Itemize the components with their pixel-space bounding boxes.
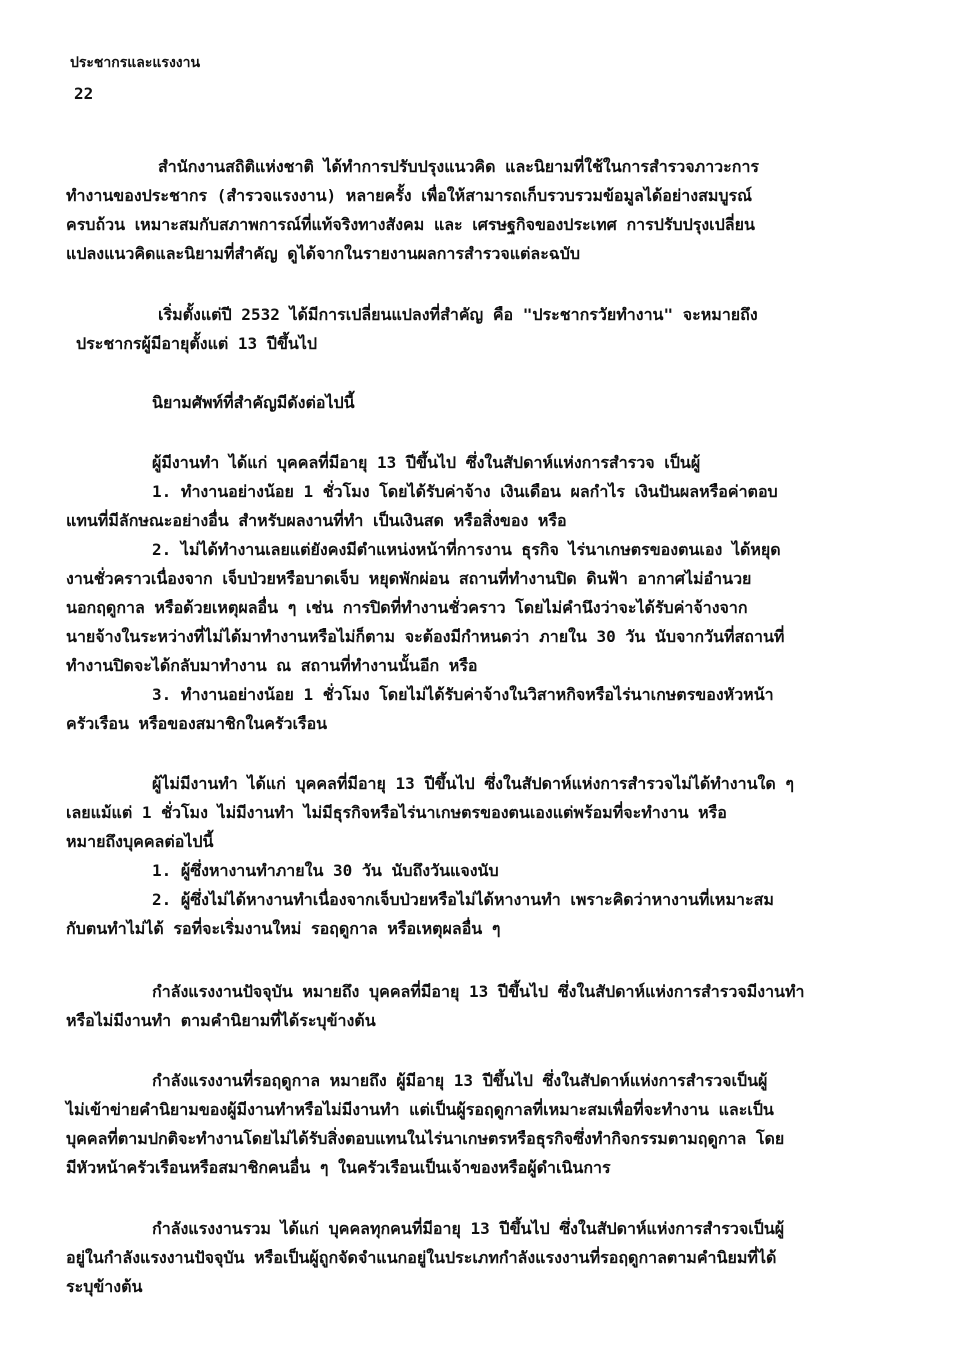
employed-line: 1. ทำงานอย่างน้อย 1 ชั่วโมง โดยได้รับค่าจ้าง เงินเดือน ผลกำไร เงินปันผลหรือค่าตอบ <box>152 482 778 501</box>
intro-line: ครบถ้วน เหมาะสมกับสภาพการณ์ที่แท้จริงทางสังคม และ เศรษฐกิจของประเทศ การปรับปรุงเปลี่ยน <box>66 215 755 234</box>
seasonal-labor-force-definition-line <box>152 1070 767 1092</box>
unemployed-line: 1. ผู้ซึ่งหางานทำภายใน 30 วัน นับถึงวันแจงนับ <box>152 861 499 880</box>
page-number: 22 <box>74 84 94 103</box>
seasonal-labor-force-line: บุคคลที่ตามปกติจะทำงานโดยไม่ได้รับสิ่งตอบแทนในไร่นาเกษตรหรือธุรกิจซึ่งทำกิจกรรมตามฤดูกาล โดย <box>66 1129 785 1148</box>
total-labor-force-definition-line <box>152 1218 784 1240</box>
intro-line: สำนักงานสถิติแห่งชาติ ได้ทำการปรับปรุงแนวคิด และนิยามที่ใช้ในการสำรวจภาวะการ <box>158 157 760 176</box>
unemployed-intro: ได้แก่ บุคคลที่มีอายุ 13 ปีขึ้นไป ซึ่งในสัปดาห์แห่งการสำรวจไม่ได้ทำงานใด ๆ <box>237 774 794 793</box>
employed-line: 3. ทำงานอย่างน้อย 1 ชั่วโมง โดยไม่ได้รับค่าจ้างในวิสาหกิจหรือไร่นาเกษตรของหัวหน้า <box>152 685 774 704</box>
total-labor-force-term: กำลังแรงงานรวม <box>152 1219 271 1238</box>
total-labor-force-line: อยู่ในกำลังแรงงานปัจจุบัน หรือเป็นผู้ถูกจัดจำแนกอยู่ในประเภทกำลังแรงงานที่รอฤดูกาลตามคำนิยมที่ได้ <box>66 1248 777 1267</box>
employed-line: 2. ไม่ได้ทำงานเลยแต่ยังคงมีตำแหน่งหน้าที่การงาน ธุรกิจ ไร่นาเกษตรของตนเอง ได้หยุด <box>152 540 781 559</box>
employed-line: งานชั่วคราวเนื่องจาก เจ็บป่วยหรือบาดเจ็บ หยุดพักผ่อน สถานที่ทำงานปิด ดินฟ้า อากาศไม่อำนวย <box>66 569 752 588</box>
change-2532-line: เริ่มตั้งแต่ปี 2532 ได้มีการเปลี่ยนแปลงที่สำคัญ คือ "ประชากรวัยทำงาน" จะหมายถึง <box>158 305 758 324</box>
employed-definition-line <box>152 452 700 474</box>
unemployed-term: ผู้ไม่มีงานทำ <box>152 774 238 793</box>
definitions-heading: นิยามศัพท์ที่สำคัญมีดังต่อไปนี้ <box>152 393 355 412</box>
change-2532-line: ประชากรผู้มีอายุตั้งแต่ 13 ปีขึ้นไป <box>76 334 318 353</box>
seasonal-labor-force-intro: หมายถึง ผู้มีอายุ 13 ปีขึ้นไป ซึ่งในสัปดาห์แห่งการสำรวจเป็นผู้ <box>320 1071 768 1090</box>
employed-intro: ได้แก่ บุคคลที่มีอายุ 13 ปีขึ้นไป ซึ่งในสัปดาห์แห่งการสำรวจ เป็นผู้ <box>219 453 701 472</box>
unemployed-line: เลยแม้แต่ 1 ชั่วโมง ไม่มีงานทำ ไม่มีธุรกิจหรือไร่นาเกษตรของตนเองแต่พร้อมที่จะทำงาน หรือ <box>66 803 727 822</box>
total-labor-force-line: ระบุข้างต้น <box>66 1277 143 1296</box>
employed-line: ครัวเรือน หรือของสมาชิกในครัวเรือน <box>66 714 328 733</box>
employed-term: ผู้มีงานทำ <box>152 453 220 472</box>
unemployed-line: หมายถึงบุคคลต่อไปนี้ <box>66 832 214 851</box>
seasonal-labor-force-term: กำลังแรงงานที่รอฤดูกาล <box>152 1071 321 1090</box>
current-labor-force-line: หรือไม่มีงานทำ ตามคำนิยามที่ได้ระบุข้างต้น <box>66 1011 376 1030</box>
header-title: ประชากรและแรงงาน <box>70 55 201 71</box>
total-labor-force-intro: ได้แก่ บุคคลทุกคนที่มีอายุ 13 ปีขึ้นไป ซึ่งในสัปดาห์แห่งการสำรวจเป็นผู้ <box>270 1219 785 1238</box>
employed-line: แทนที่มีลักษณะอย่างอื่น สำหรับผลงานที่ทำ เป็นเงินสด หรือสิ่งของ หรือ <box>66 511 567 530</box>
current-labor-force-intro: หมายถึง บุคคลที่มีอายุ 13 ปีขึ้นไป ซึ่งในสัปดาห์แห่งการสำรวจมีงานทำ <box>292 982 805 1001</box>
employed-line: ทำงานปิดจะได้กลับมาทำงาน ณ สถานที่ทำงานนั้นอีก หรือ <box>66 656 478 675</box>
intro-line: แปลงแนวคิดและนิยามที่สำคัญ ดูได้จากในรายงานผลการสำรวจแต่ละฉบับ <box>66 244 581 263</box>
unemployed-definition-line <box>152 773 794 795</box>
seasonal-labor-force-line: ไม่เข้าข่ายคำนิยามของผู้มีงานทำหรือไม่มีงานทำ แต่เป็นผู้รอฤดูกาลที่เหมาะสมเพื่อที่จะทำงาน และเป็น <box>66 1100 774 1119</box>
employed-line: นอกฤดูกาล หรือด้วยเหตุผลอื่น ๆ เช่น การปิดที่ทำงานชั่วคราว โดยไม่คำนึงว่าจะได้รับค่าจ้างจาก <box>66 598 748 617</box>
unemployed-line: 2. ผู้ซึ่งไม่ได้หางานทำเนื่องจากเจ็บป่วยหรือไม่ได้หางานทำ เพราะคิดว่าหางานที่เหมาะสม <box>152 890 774 909</box>
seasonal-labor-force-line: มีหัวหน้าครัวเรือนหรือสมาชิกคนอื่น ๆ ในครัวเรือนเป็นเจ้าของหรือผู้ดำเนินการ <box>66 1158 611 1177</box>
intro-line: ทำงานของประชากร (สำรวจแรงงาน) หลายครั้ง เพื่อให้สามารถเก็บรวบรวมข้อมูลได้อย่างสมบูรณ์ <box>66 186 752 205</box>
unemployed-line: กับตนทำไม่ได้ รอที่จะเริ่มงานใหม่ รอฤดูกาล หรือเหตุผลอื่น ๆ <box>66 919 501 938</box>
employed-line: นายจ้างในระหว่างที่ไม่ได้มาทำงานหรือไม่ก็ตาม จะต้องมีกำหนดว่า ภายใน 30 วัน นับจากวันที่สถานที่ <box>66 627 785 646</box>
current-labor-force-term: กำลังแรงงานปัจจุบัน <box>152 982 293 1001</box>
current-labor-force-definition-line <box>152 981 805 1003</box>
